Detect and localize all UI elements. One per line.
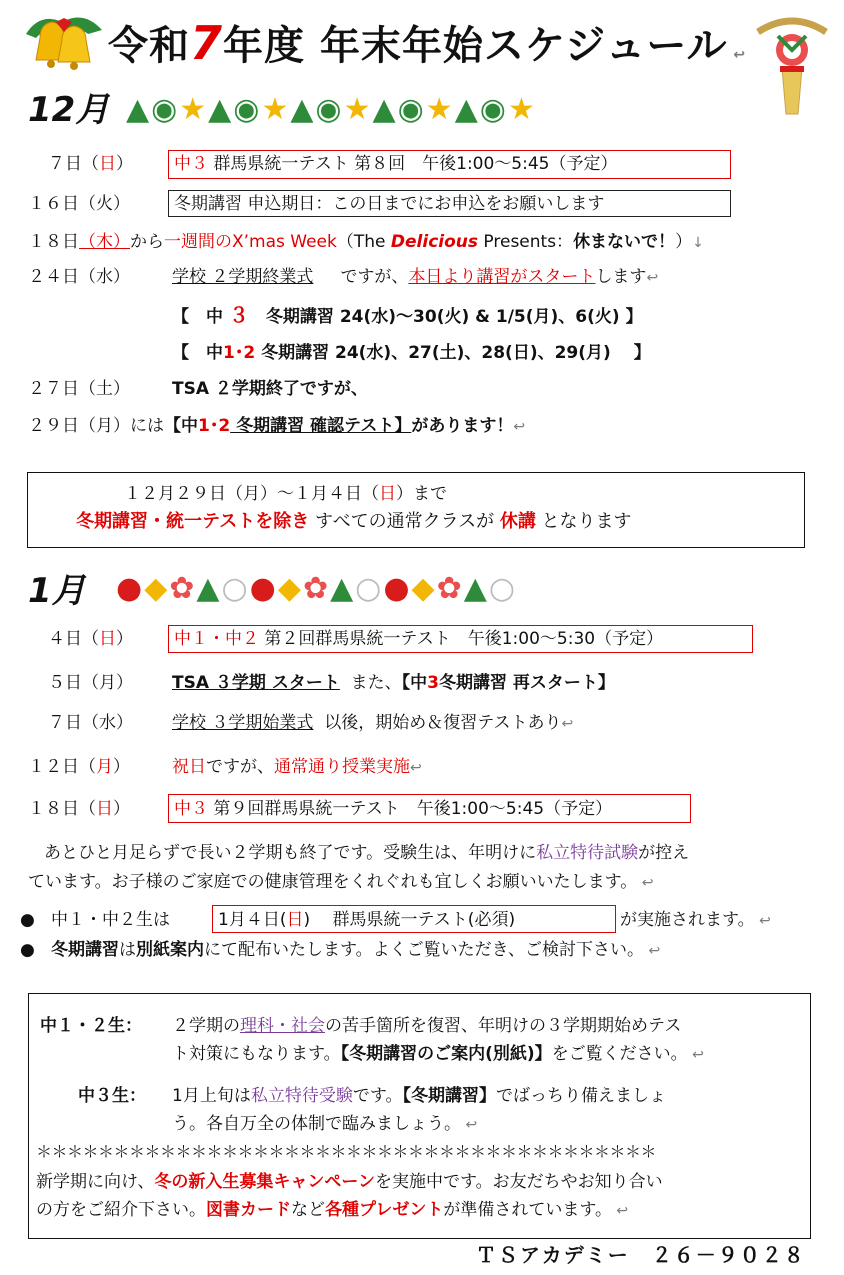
star-icon: ★ bbox=[507, 92, 535, 127]
health-message: あとひと月足らずで長い２学期も終了です。受験生は、年明けに私立特待試験が控え bbox=[44, 843, 690, 863]
january-decoration bbox=[116, 570, 517, 608]
star-icon: ★ bbox=[261, 92, 289, 127]
bullet-unified-test: ● 中１・中２生は bbox=[20, 910, 171, 930]
dec-row-27: ２７日（土） bbox=[28, 379, 130, 399]
holiday-period: １２月２９日（月）～１月４日（日）まで bbox=[124, 484, 447, 504]
wreath-icon: ◉ bbox=[397, 92, 424, 127]
lucky-cat-icon: ◆ bbox=[411, 571, 435, 606]
lucky-cat-icon: ◆ bbox=[277, 571, 301, 606]
wreath-icon: ◉ bbox=[233, 92, 260, 127]
okame-icon: ○ bbox=[488, 571, 516, 606]
daruma-icon: ● bbox=[116, 571, 143, 606]
okame-icon: ○ bbox=[355, 571, 382, 606]
jan-row-12: １２日（月） bbox=[28, 757, 130, 777]
star-icon: ★ bbox=[179, 92, 207, 127]
tree-icon: ▲ bbox=[208, 92, 232, 127]
grade-12-label: 中１・２生： bbox=[40, 1016, 142, 1036]
grade-3-label: 中３生： bbox=[78, 1086, 146, 1106]
december-decoration bbox=[126, 92, 537, 128]
star-divider: ＊＊＊＊＊＊＊＊＊＊＊＊＊＊＊＊＊＊＊＊＊＊＊＊＊＊＊＊＊＊＊＊＊＊＊＊＊＊＊＊ bbox=[36, 1142, 657, 1161]
january-heading: 1月 bbox=[28, 571, 86, 611]
kagamimochi-icon: ▲ bbox=[330, 571, 354, 606]
wreath-icon: ◉ bbox=[315, 92, 342, 127]
tree-icon: ▲ bbox=[126, 92, 150, 127]
daruma-icon: ● bbox=[383, 571, 410, 606]
shimenawa-icon bbox=[752, 10, 832, 120]
lucky-cat-icon: ◆ bbox=[144, 571, 168, 606]
rabbit-icon: ✿ bbox=[436, 571, 462, 606]
kagamimochi-icon: ▲ bbox=[463, 571, 487, 606]
tree-icon: ▲ bbox=[454, 92, 478, 127]
daruma-icon: ● bbox=[249, 571, 276, 606]
jan-row-18: １８日（日） bbox=[28, 799, 130, 819]
dec-course-ms3: 【 中 ３ 冬期講習 24(水)～30(火) & 1/5(月)、6(火) 】 bbox=[172, 303, 643, 327]
tree-icon: ▲ bbox=[290, 92, 314, 127]
rabbit-icon: ✿ bbox=[169, 571, 195, 606]
okame-icon: ○ bbox=[221, 571, 248, 606]
jan-row-7: ７日（水） bbox=[48, 713, 133, 733]
wreath-icon: ◉ bbox=[151, 92, 178, 127]
rabbit-icon: ✿ bbox=[302, 571, 329, 606]
star-icon: ★ bbox=[425, 92, 453, 127]
holiday-message: 冬期講習・統一テストを除き すべての通常クラスが 休講 となります bbox=[76, 511, 632, 532]
page-title: 令和7年度 年末年始スケジュール ↩ bbox=[108, 16, 747, 70]
star-icon: ★ bbox=[343, 92, 371, 127]
dec-row-16: １６日（火） bbox=[28, 194, 130, 214]
dec-row-18: １８日（木）から一週間のX’mas Week（The Delicious Presents：休まないで！）↓ bbox=[28, 232, 704, 252]
footer-contact: ＴＳアカデミー ２６－９０２８ bbox=[476, 1243, 806, 1267]
dec-course-ms12: 【 中1･2 冬期講習 24(水)、27(土)、28(日)、29(月) 】 bbox=[172, 343, 651, 363]
wreath-icon: ◉ bbox=[479, 92, 506, 127]
jan-row-5: ５日（月） bbox=[48, 673, 133, 693]
tree-icon: ▲ bbox=[372, 92, 396, 127]
kagamimochi-icon: ▲ bbox=[196, 571, 220, 606]
december-heading: 12月 bbox=[28, 90, 110, 130]
campaign-message: 新学期に向け、冬の新入生募集キャンペーンを実施中です。お友だちやお知り合い bbox=[36, 1172, 663, 1192]
bullet-winter-course: ● 冬期講習は別紙案内にて配布いたします。よくご覧いただき、ご検討下さい。 ↩ bbox=[20, 940, 661, 960]
dec-row-29: ２９日（月）には【中1･2 冬期講習 確認テスト】があります！↩ bbox=[28, 416, 526, 436]
jan-row-4: ４日（日） bbox=[48, 629, 133, 649]
dec-row-24: ２４日（水） bbox=[28, 267, 130, 287]
bell-icon bbox=[18, 4, 108, 84]
dec-row-7: ７日（日） bbox=[48, 154, 133, 174]
